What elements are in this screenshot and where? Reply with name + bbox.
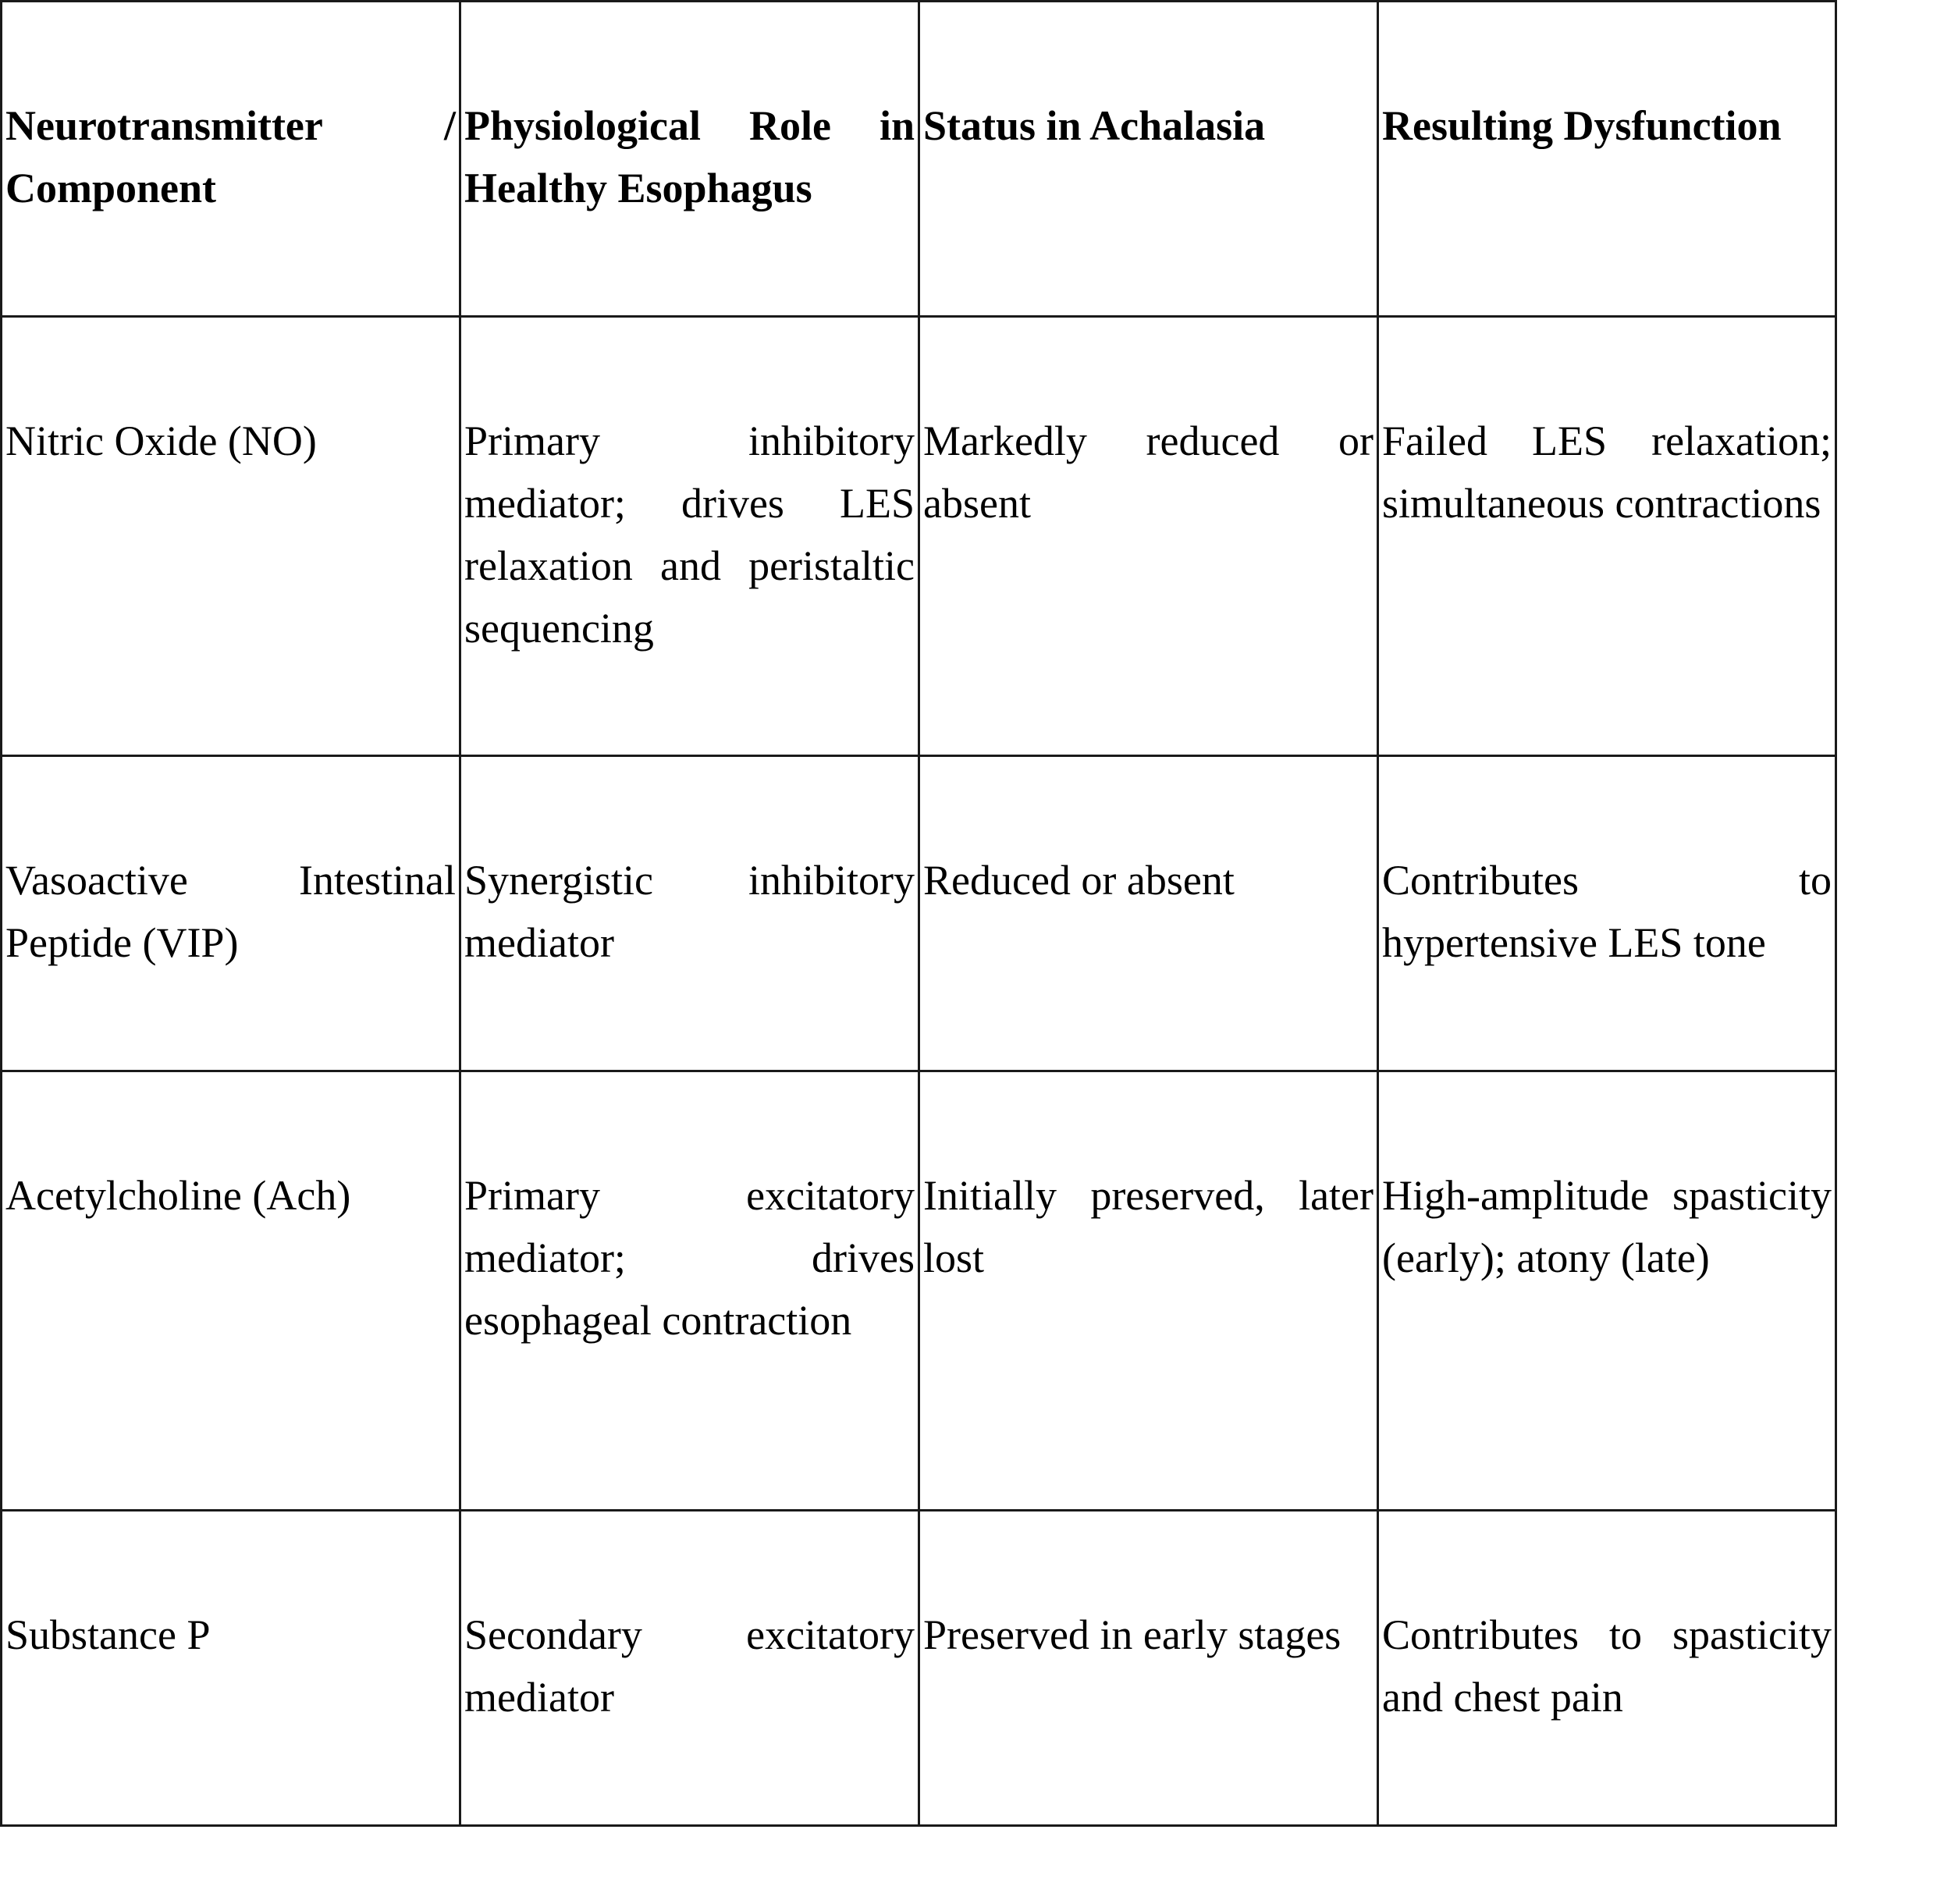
table-row xyxy=(2,317,1836,756)
header-label: Status in Achalasia xyxy=(923,102,1266,149)
table-cell xyxy=(919,756,1378,1071)
table-cell xyxy=(1378,1511,1836,1826)
table-cell xyxy=(460,317,919,756)
cell-text: Primary excitatory mediator; drives esophageal contraction xyxy=(464,1172,915,1344)
table-cell xyxy=(1378,1071,1836,1511)
cell-text: Preserved in early stages xyxy=(923,1611,1342,1658)
header-cell-physiological-role xyxy=(460,2,919,317)
cell-text: Markedly reduced or absent xyxy=(923,417,1374,527)
cell-text: Synergistic inhibitory mediator xyxy=(464,857,915,966)
header-cell-component xyxy=(2,2,460,317)
cell-text: Secondary excitatory mediator xyxy=(464,1611,915,1721)
cell-text: Contributes to hypertensive LES tone xyxy=(1382,857,1832,966)
cell-text: Substance P xyxy=(5,1611,211,1658)
header-label: Resulting Dysfunction xyxy=(1382,102,1782,149)
table-header-row xyxy=(2,2,1836,317)
cell-text: Failed LES relaxation; simultaneous contractions xyxy=(1382,417,1832,527)
table-cell xyxy=(460,1071,919,1511)
table-cell xyxy=(2,317,460,756)
table-cell xyxy=(1378,756,1836,1071)
header-cell-dysfunction xyxy=(1378,2,1836,317)
table-cell xyxy=(460,756,919,1071)
table-cell xyxy=(2,1071,460,1511)
table-row xyxy=(2,756,1836,1071)
cell-text: Vasoactive Intestinal Peptide (VIP) xyxy=(5,857,456,966)
header-label: Physiological Role in Healthy Esophagus xyxy=(464,102,915,211)
table-cell xyxy=(919,1511,1378,1826)
cell-text: Primary inhibitory mediator; drives LES relaxation and peristaltic sequencing xyxy=(464,417,915,652)
cell-text: Contributes to spasticity and chest pain xyxy=(1382,1611,1832,1721)
header-cell-status xyxy=(919,2,1378,317)
table-cell xyxy=(2,756,460,1071)
table-row xyxy=(2,1071,1836,1511)
cell-text: Acetylcholine (Ach) xyxy=(5,1172,351,1219)
cell-text: Nitric Oxide (NO) xyxy=(5,417,317,464)
cell-text: Reduced or absent xyxy=(923,857,1235,904)
table-cell xyxy=(919,1071,1378,1511)
table-cell xyxy=(1378,317,1836,756)
cell-text: Initially preserved, later lost xyxy=(923,1172,1374,1281)
header-label: Neurotransmitter / Component xyxy=(5,102,456,211)
table-row xyxy=(2,1511,1836,1826)
table-cell xyxy=(2,1511,460,1826)
cell-text: High-amplitude spasticity (early); atony (late) xyxy=(1382,1172,1832,1281)
table-cell xyxy=(919,317,1378,756)
table-cell xyxy=(460,1511,919,1826)
